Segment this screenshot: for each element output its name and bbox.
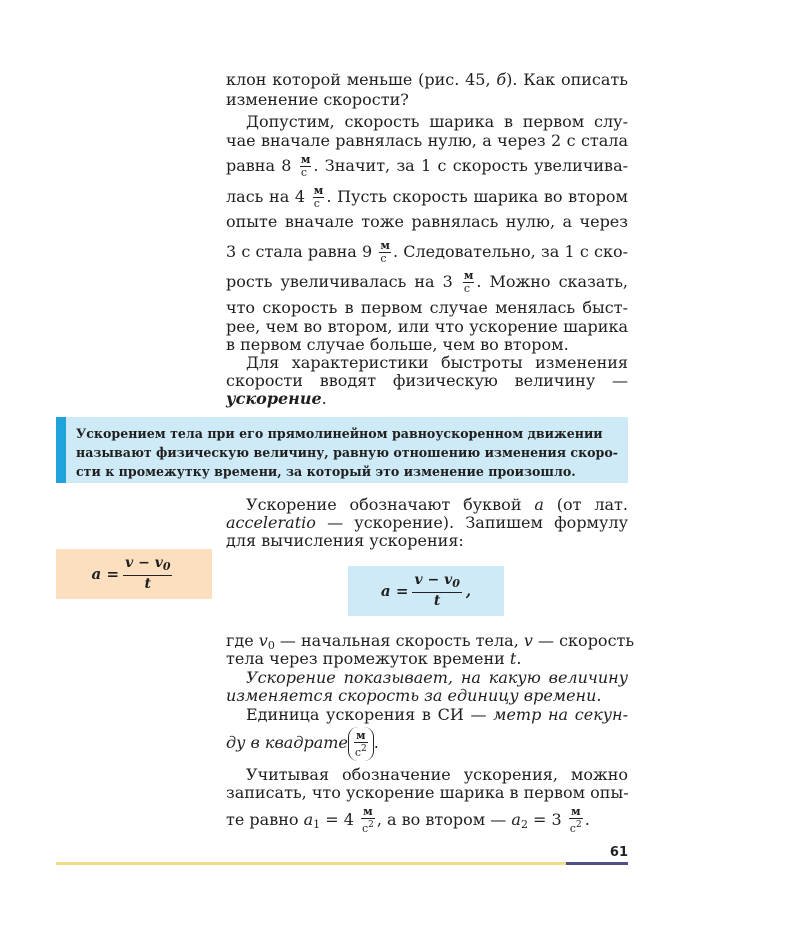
text-line: лась на 4 м с . Пусть скорость шарика во втором	[226, 184, 628, 210]
text-line: в первом случае больше, чем во втором.	[226, 335, 569, 354]
unit-fraction: м $с^2$	[569, 805, 582, 835]
text-line: Учитывая обозначение ускорения, можно	[246, 765, 628, 784]
text-line: записать, что ускорение шарика в первом опы-	[226, 783, 629, 802]
text-line: изменение скорости?	[226, 90, 409, 109]
text-line: Единица ускорения в СИ — метр на секун-	[246, 705, 628, 724]
text-line: опыте вначале тоже равнялась нулю, а через	[226, 212, 628, 231]
text-line: тела через промежуток времени t.	[226, 649, 522, 668]
unit-parentheses	[348, 727, 374, 761]
text-line: клон которой меньше (рис. 45, б). Как описать	[226, 70, 628, 89]
main-formula-box	[348, 566, 504, 616]
definition-accent-bar	[56, 417, 66, 483]
acceleration-formula: a = $\frac{v - v_0}{t}$	[91, 555, 171, 592]
text-line: Ускорение показывает, на какую величину	[246, 668, 628, 687]
text-line: изменяется скорость за единицу времени.	[226, 686, 602, 705]
definition-line: сти к промежутку времени, за который это изменение произошло.	[76, 464, 576, 479]
text-line: те равно $a_1 = 4$ м $с^2$ , а во втором — $a_2 = 3$ м $с^2$ .	[226, 805, 590, 835]
unit-fraction: м с	[380, 239, 390, 265]
text-line: acceleratio — ускорение). Запишем формулу	[226, 513, 628, 532]
term-acceleration: ускорение	[226, 389, 322, 408]
unit-fraction: м с	[313, 184, 324, 210]
page-number: 61	[609, 845, 628, 860]
text-line: рость увеличивалась на 3 м с . Можно сказать,	[226, 269, 628, 295]
text-line: ду в квадрате м $с^2$ .	[226, 728, 379, 759]
unit-fraction: м с	[463, 269, 474, 295]
text-line: что скорость в первом случае менялась быст-	[226, 298, 628, 317]
text-line: скорости вводят физическую величину —	[226, 371, 628, 390]
text-line: Ускорение обозначают буквой a (от лат.	[246, 495, 628, 514]
footer-rule-blue	[566, 862, 628, 865]
text-line: рее, чем во втором, или что ускорение шарика	[226, 317, 628, 336]
text-line: Для характеристики быстроты изменения	[246, 353, 628, 372]
definition-line: Ускорением тела при его прямолинейном равноускоренном движении	[76, 426, 603, 441]
definition-line: называют физическую величину, равную отношению изменения скоро-	[76, 445, 618, 460]
text-line: ускорение.	[226, 389, 327, 408]
margin-formula-box	[56, 549, 212, 599]
acceleration-formula: a = $\frac{v - v_0}{t}$ ,	[380, 572, 472, 609]
unit-fraction: м с	[300, 153, 311, 179]
text-line: чае вначале равнялась нулю, а через 2 с стала	[226, 131, 628, 150]
text-line: равна 8 м с . Значит, за 1 с скорость увеличива-	[226, 153, 629, 179]
text-line: Допустим, скорость шарика в первом слу-	[246, 112, 628, 131]
definition-text	[76, 424, 622, 481]
unit-fraction: м $с^2$	[361, 805, 374, 835]
text-line: для вычисления ускорения:	[226, 531, 464, 550]
text-line: 3 с стала равна 9 м с . Следовательно, за 1 с ско-	[226, 239, 629, 265]
footer-rule-yellow	[56, 862, 566, 865]
definition-box	[56, 417, 628, 483]
unit-fraction: м $с^2$	[354, 728, 367, 759]
text-line: где $v_0$ — начальная скорость тела, v — скорость	[226, 631, 635, 652]
